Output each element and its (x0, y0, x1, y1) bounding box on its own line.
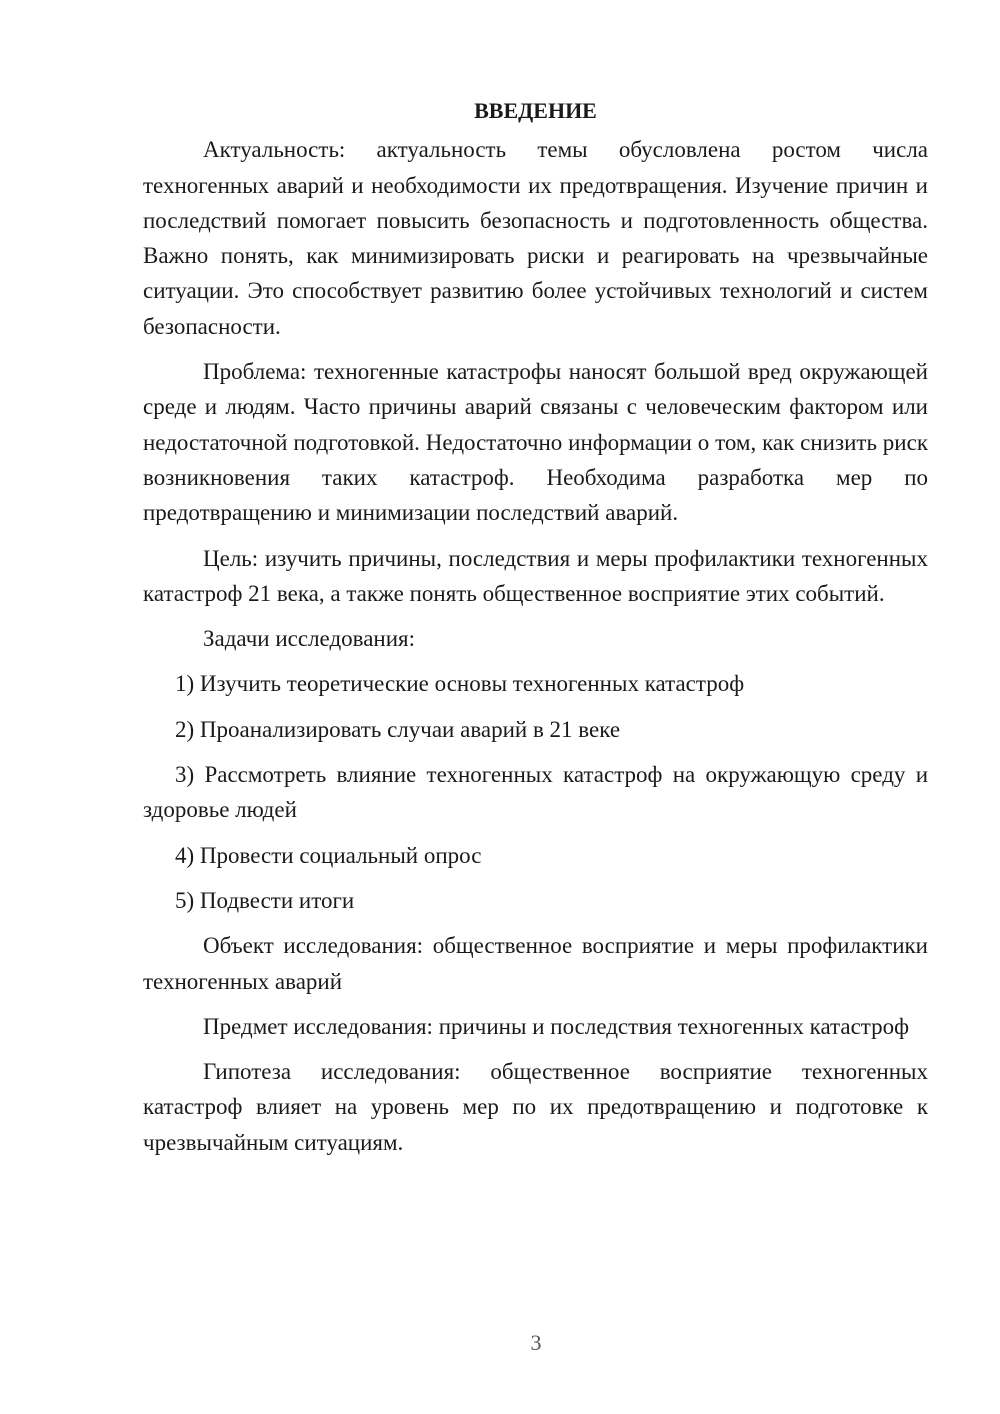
paragraph-subject: Предмет исследования: причины и последствия техногенных катастроф (203, 1013, 910, 1039)
paragraph-problem: Проблема: техногенные катастрофы наносят большой вред окружающей среде и людям. Часто причины аварий связаны с человеческим фактором или недостаточной подготовкой. Недостаточно информации о том, как снизить риск возникновения таких катастроф. Необходима разработка мер по предотвращению и минимизации последствий аварий. (143, 359, 928, 526)
paragraph-object: Объект исследования: общественное восприятие и меры профилактики техногенных аварий (143, 933, 928, 994)
paragraph-tasks-heading: Задачи исследования: (203, 626, 416, 652)
page-content (143, 92, 928, 1160)
task-item: 5) Подвести итоги (175, 887, 355, 913)
paragraph-hypothesis: Гипотеза исследования: общественное восприятие техногенных катастроф влияет на уровень мер по их предотвращению и подготовке к чрезвычайным ситуациям. (143, 1059, 928, 1155)
task-item: 3) Рассмотреть влияние техногенных катастроф на окружающую среду и здоровье людей (143, 762, 928, 823)
paragraph-goal: Цель: изучить причины, последствия и меры профилактики техногенных катастроф 21 века, а также понять общественное восприятие этих событий. (143, 545, 928, 606)
paragraph-relevance: Актуальность: актуальность темы обусловлена ростом числа техногенных аварий и необходимости их предотвращения. Изучение причин и последствий помогает повысить безопасность и подготовленность общества. Важно понять, как минимизировать риски и реагировать на чрезвычайные ситуации. Это способствует развитию более устойчивых технологий и систем безопасности. (143, 137, 928, 339)
page-number: 3 (530, 1330, 542, 1355)
task-item: 4) Провести социальный опрос (175, 842, 482, 868)
task-item: 2) Проанализировать случаи аварий в 21 веке (175, 716, 621, 742)
task-item: 1) Изучить теоретические основы техногенных катастроф (175, 671, 745, 697)
section-title: ВВЕДЕНИЕ (474, 98, 597, 123)
